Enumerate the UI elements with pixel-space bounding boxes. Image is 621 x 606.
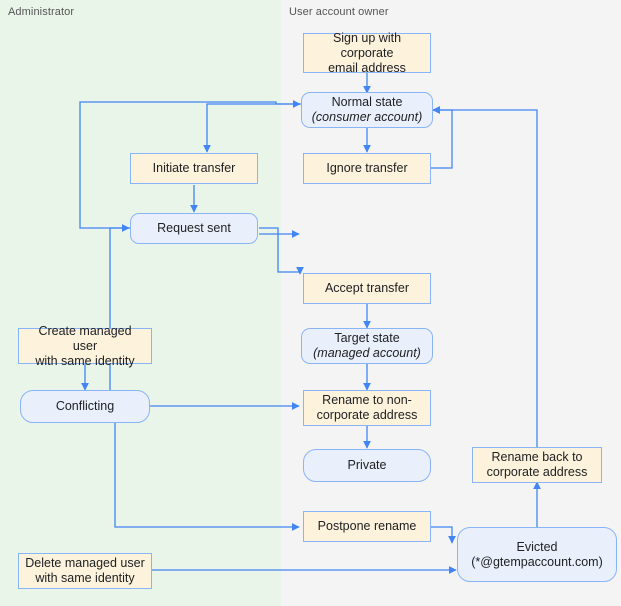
node-label-line2: email address xyxy=(328,60,406,75)
node-request-sent[interactable] xyxy=(130,213,258,244)
swimlane-label-administrator: Administrator xyxy=(8,6,75,18)
node-accept-transfer[interactable] xyxy=(303,273,431,304)
node-label-line2: with same identity xyxy=(35,353,135,368)
node-label-line1: Rename to non- xyxy=(322,393,412,407)
node-delete-managed-user[interactable] xyxy=(18,553,152,589)
node-label-line1: Target state xyxy=(334,331,400,345)
node-label-line2: corporate address xyxy=(486,465,588,479)
node-label-line2: corporate address xyxy=(316,408,418,422)
node-label-line2: (managed account) xyxy=(313,346,421,360)
node-label-line1: Postpone rename xyxy=(317,519,417,533)
node-target-state[interactable] xyxy=(301,328,433,364)
node-label-line2: (*@gtempaccount.com) xyxy=(471,554,603,569)
node-label-line1: Accept transfer xyxy=(324,281,410,295)
node-ignore-transfer[interactable] xyxy=(303,153,431,184)
node-evicted[interactable] xyxy=(457,527,617,582)
node-rename-to-non-corporate-address[interactable] xyxy=(303,390,431,426)
node-private[interactable] xyxy=(303,449,431,482)
swimlane-label-user-account-owner: User account owner xyxy=(289,6,389,18)
node-rename-back-to-corporate-address[interactable] xyxy=(472,447,602,483)
node-label-line1: Private xyxy=(347,458,387,472)
node-create-managed-user[interactable] xyxy=(18,323,152,368)
node-label-line1: Conflicting xyxy=(55,399,115,413)
node-label-line1: Ignore transfer xyxy=(326,161,408,175)
node-label-line1: Evicted xyxy=(516,539,558,554)
node-postpone-rename[interactable] xyxy=(303,511,431,542)
node-label-line1: Delete managed user xyxy=(25,556,145,570)
node-label-line1: Request sent xyxy=(157,221,231,235)
node-label-line1: Create managed user xyxy=(38,323,132,353)
node-sign-up-with-corporate-email-address[interactable] xyxy=(303,30,431,75)
node-label-line1: Sign up with corporate xyxy=(332,30,402,60)
node-normal-state[interactable] xyxy=(301,92,433,128)
node-conflicting[interactable] xyxy=(20,390,150,423)
swimlane-administrator xyxy=(0,0,281,606)
node-label-line2: with same identity xyxy=(35,571,135,585)
node-initiate-transfer[interactable] xyxy=(130,153,258,184)
node-label-line1: Normal state xyxy=(331,95,403,109)
node-label-line2: (consumer account) xyxy=(311,110,423,124)
node-label-line1: Initiate transfer xyxy=(152,161,236,175)
node-label-line1: Rename back to xyxy=(491,450,583,464)
